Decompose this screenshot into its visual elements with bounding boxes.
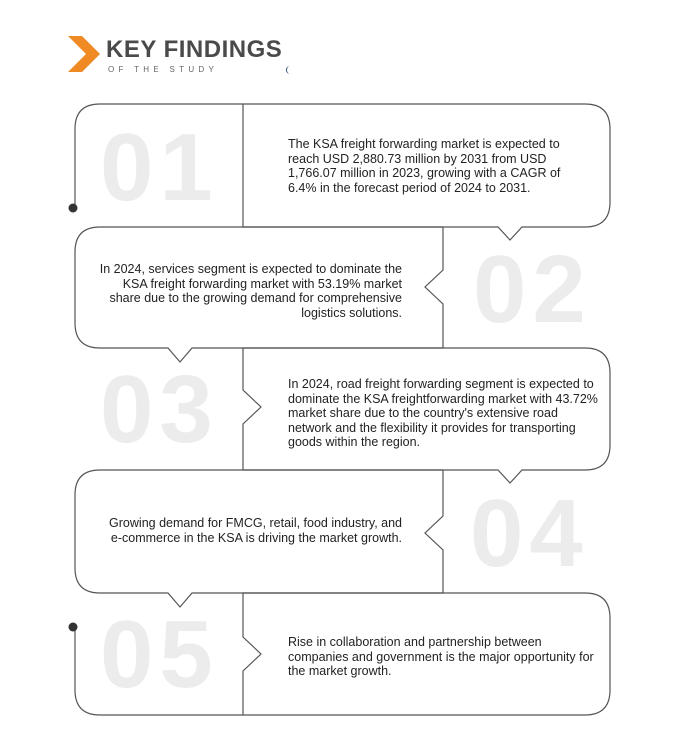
finding-number-03: 03 — [100, 356, 219, 463]
finding-text-04: Growing demand for FMCG, retail, food industry, and e-commerce in the KSA is driving the market growth. — [109, 516, 402, 545]
finding-text-05: Rise in collaboration and partnership between companies and government is the major opportunity for the market growth. — [288, 635, 594, 678]
page-subtitle: OF THE STUDY — [108, 65, 219, 74]
finding-text-02: In 2024, services segment is expected to dominate the KSA freight forwarding market with 53.19% market share due to the growing demand for comprehensive logistics solutions. — [99, 262, 402, 320]
finding-number-04: 04 — [470, 480, 589, 587]
timeline-dot-bottom — [69, 623, 78, 632]
timeline-dot-top — [69, 204, 78, 213]
finding-number-05: 05 — [100, 601, 219, 708]
finding-text-01: The KSA freight forwarding market is expected to reach USD 2,880.73 million by 2031 from USD 1,766.07 million in 2023, growing with a CAGR of 6.4% in the forecast period of 2024 to 2031. — [288, 137, 561, 195]
page-title: KEY FINDINGS — [106, 36, 283, 63]
finding-number-01: 01 — [100, 114, 219, 221]
connector-01 — [75, 104, 100, 206]
finding-number-02: 02 — [473, 236, 592, 343]
finding-text-03: In 2024, road freight forwarding segment is expected to dominate the KSA freightforwarding market with 43.72% market share due to the country's extensive road network and the flexibility it provides for transporting goods within the region. — [288, 377, 598, 449]
